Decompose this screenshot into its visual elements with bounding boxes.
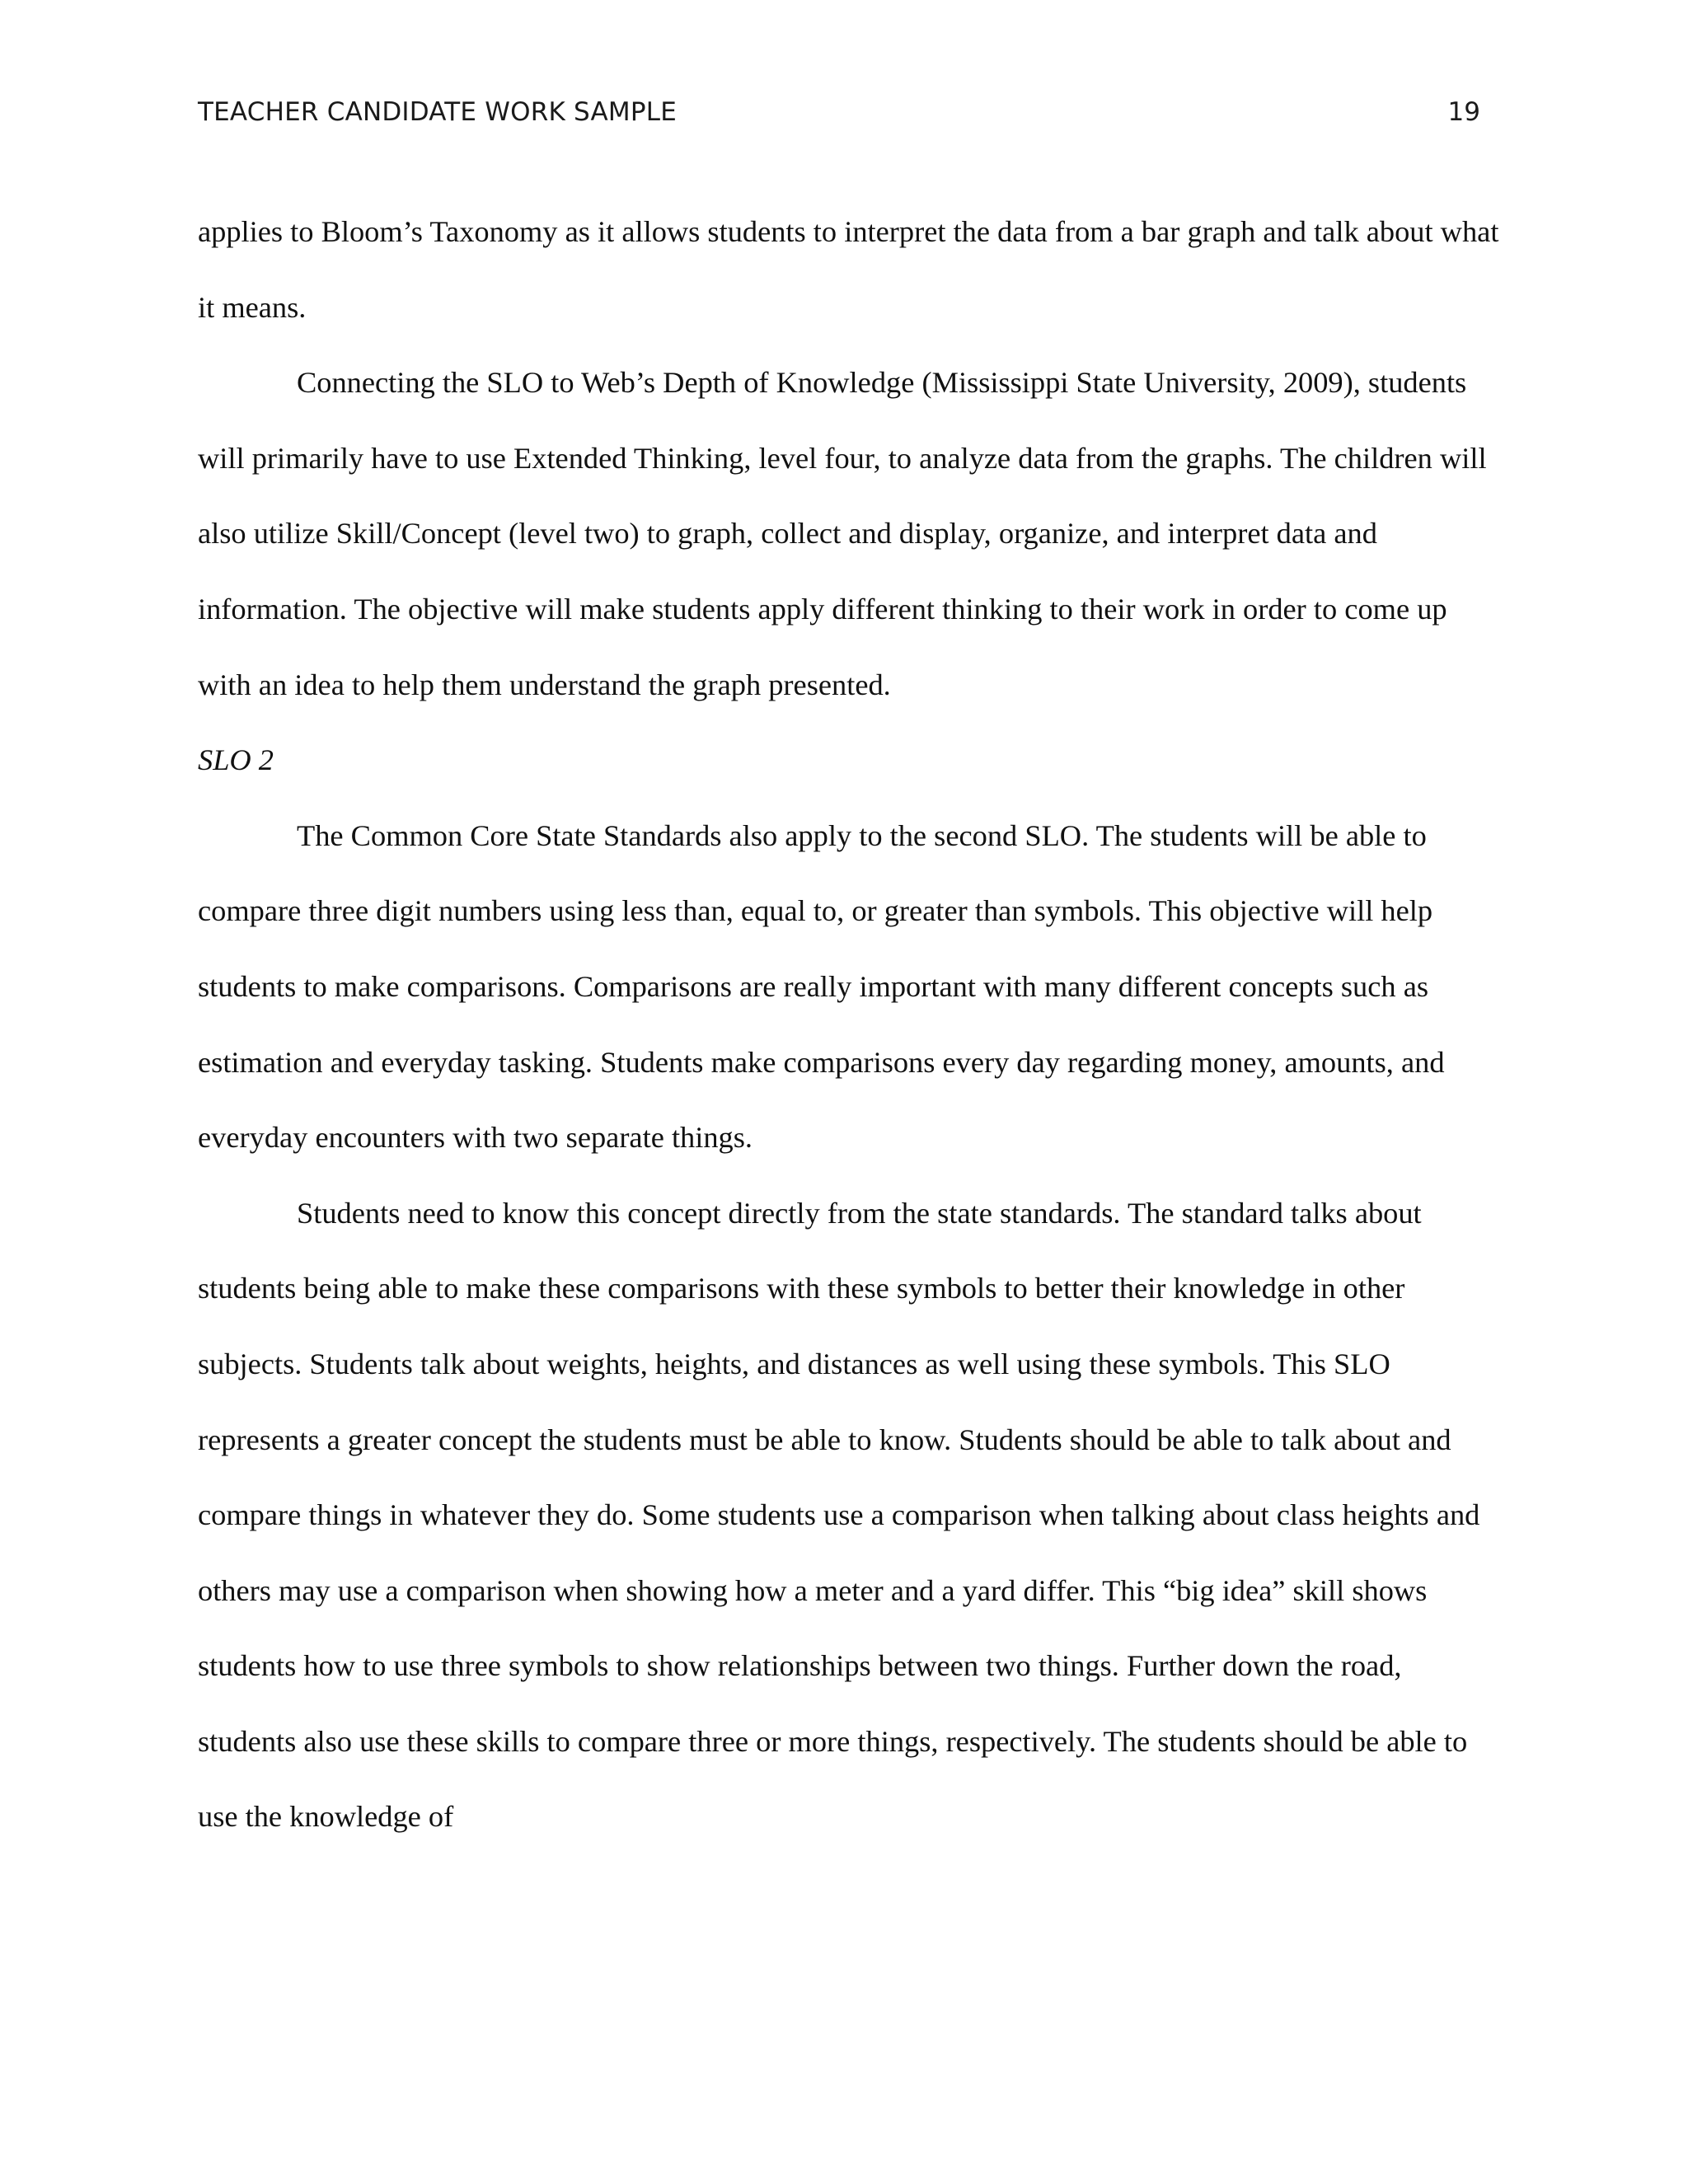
page-number: 19 [1447,97,1480,127]
paragraph-state-standards: Students need to know this concept directly from the state standards. The standard talks about students being able to make these comparisons with these symbols to better their knowledge in other subjects. Students talk about weights, heights, and distances as well using these symbols. This SLO represents a greater concept the students must be able to know. Students should be able to talk about and compare things in whatever they do. Some students use a comparison when talking about class heights and others may use a comparison when showing how a meter and a yard differ. This “big idea” skill shows students how to use three symbols to show relationships between two things. Further down the road, students also use these skills to compare three or more things, respectively. The students should be able to use the knowledge of [198,1196,1480,1834]
paragraph-common-core: The Common Core State Standards also apply to the second SLO. The students will be able to compare three digit numbers using less than, equal to, or greater than symbols. This objective will help students to make comparisons. Comparisons are really important with many different concepts such as estimation and everyday tasking. Students make comparisons every day regarding money, amounts, and everyday encounters with two separate things. [198,818,1445,1155]
section-heading-slo2: SLO 2 [198,743,274,777]
paragraph-continuation: applies to Bloom’s Taxonomy as it allows students to interpret the data from a bar graph and talk about what it means. [198,215,1499,324]
body-text [198,194,1500,1855]
running-head: TEACHER CANDIDATE WORK SAMPLE [198,97,678,127]
paragraph-depth-of-knowledge: Connecting the SLO to Web’s Depth of Knowledge (Mississippi State University, 2009), students will primarily have to use Extended Thinking, level four, to analyze data from the graphs. The children will also utilize Skill/Concept (level two) to graph, collect and display, organize, and interpret data and information. The objective will make students apply different thinking to their work in order to come up with an idea to help them understand the graph presented. [198,366,1487,701]
